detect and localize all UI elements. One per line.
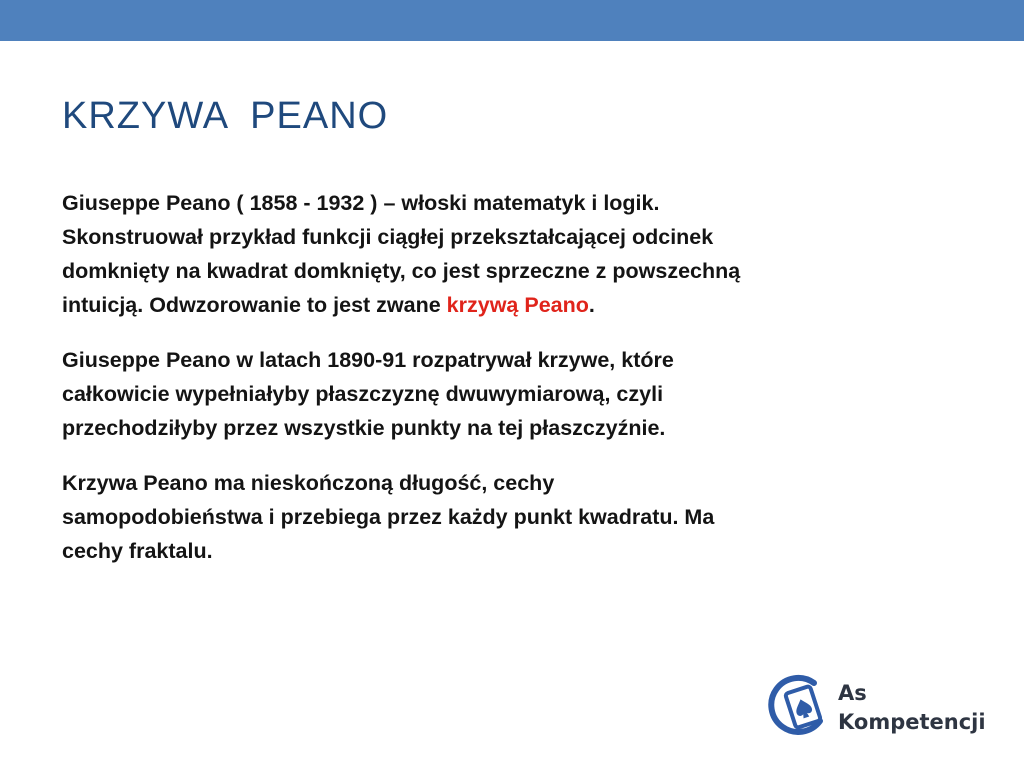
top-accent-bar [0, 0, 1024, 41]
paragraph-1-end: . [588, 293, 595, 317]
paragraph-1-text: Giuseppe Peano ( 1858 - 1932 ) – włoski matematyk i logik. Skonstruował przykład funkcji ciągłej przekształcającej odcinek domknięty na kwadrat domknięty, co jest sprzeczne z powszechną intuicją. Odwzorowanie to jest zwane [62, 191, 741, 317]
paragraph-1 [62, 186, 967, 322]
highlighted-term: krzywą Peano [446, 293, 589, 317]
slide-title: KRZYWA PEANO [62, 95, 389, 137]
slide-body [62, 186, 967, 589]
paragraph-3: Krzywa Peano ma nieskończoną długość, cechy samopodobieństwa i przebiega przez każdy punkt kwadratu. Ma cechy fraktalu. [62, 471, 715, 563]
logo [768, 671, 998, 751]
logo-text-line1: As [838, 681, 867, 705]
logo-text-line2: Kompetencji [838, 710, 986, 734]
paragraph-2: Giuseppe Peano w latach 1890-91 rozpatrywał krzywe, które całkowicie wypełniałyby płaszczyznę dwuwymiarową, czyli przechodziłyby przez wszystkie punkty na tej płaszczyźnie. [62, 348, 674, 440]
spade-card-icon [768, 671, 832, 741]
